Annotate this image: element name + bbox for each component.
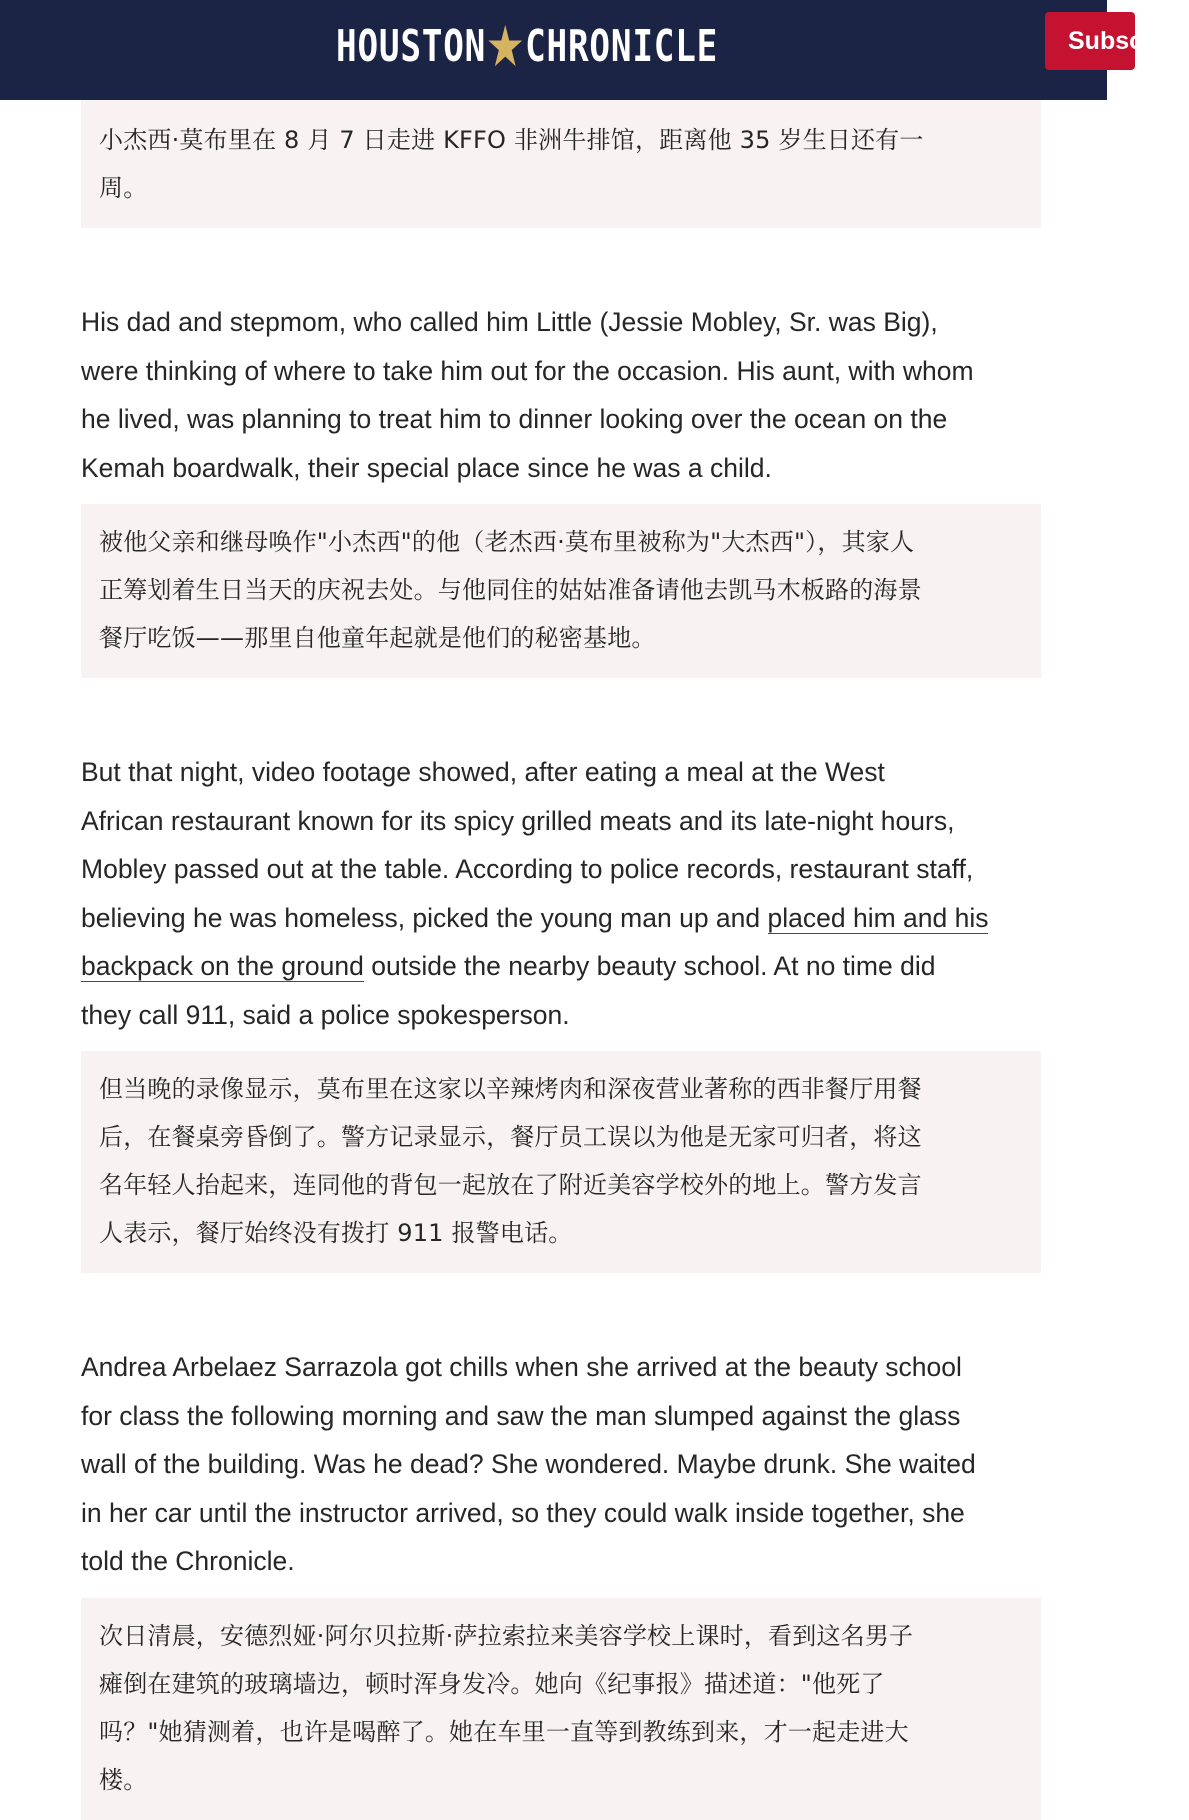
translation-line: 餐厅吃饭——那里自他童年起就是他们的秘密基地。: [99, 624, 656, 652]
paragraph-line: Mobley passed out at the table. According to police records, restaurant staff,: [81, 854, 974, 884]
paragraph-line: Andrea Arbelaez Sarrazola got chills when she arrived at the beauty school: [81, 1352, 962, 1382]
masthead: [0, 0, 1189, 100]
houston-chronicle-logo[interactable]: [336, 17, 718, 75]
star-icon: [488, 23, 524, 69]
translation-block-2: [81, 504, 1041, 678]
paragraph-line: [81, 894, 1041, 943]
translation-line: 但当晚的录像显示，莫布里在这家以辛辣烤肉和深夜营业著称的西非餐厅用餐: [99, 1075, 922, 1103]
paragraph-line: for class the following morning and saw the man slumped against the glass: [81, 1400, 961, 1431]
article-paragraph-2: [81, 298, 1041, 492]
logo-text-chronicle: CHRONICLE: [525, 20, 719, 72]
translation-line: 周。: [99, 174, 148, 202]
paragraph-line: But that night, video footage showed, after eating a meal at the West: [81, 757, 885, 787]
translation-line: 人表示，餐厅始终没有拨打 911 报警电话。: [99, 1219, 573, 1247]
translation-line: 被他父亲和继母唤作"小杰西"的他（老杰西·莫布里被称为"大杰西"），其家人: [99, 528, 915, 556]
article-paragraph-3: [81, 748, 1041, 1039]
paragraph-line: they call 911, said a police spokesperson.: [81, 999, 570, 1030]
paragraph-line: were thinking of where to take him out for the occasion. His aunt, with whom: [81, 355, 974, 386]
translation-block-4: [81, 1598, 1041, 1820]
translation-line: 楼。: [99, 1765, 148, 1794]
translation-line: 瘫倒在建筑的玻璃墙边，顿时浑身发冷。她向《纪事报》描述道："他死了: [99, 1669, 885, 1698]
logo-text-houston: HOUSTON: [336, 20, 487, 72]
translation-line: 正筹划着生日当天的庆祝去处。与他同住的姑姑准备请他去凯马木板路的海景: [99, 576, 922, 604]
paragraph-line: Kemah boardwalk, their special place since he was a child.: [81, 452, 772, 483]
translation-line: 名年轻人抬起来，连同他的背包一起放在了附近美容学校外的地上。警方发言: [99, 1171, 922, 1199]
paragraph-text: believing he was homeless, picked the young man up and: [81, 902, 768, 933]
translation-line: 后，在餐桌旁昏倒了。警方记录显示，餐厅员工误以为他是无家可归者，将这: [99, 1123, 922, 1151]
paragraph-line: wall of the building. Was he dead? She wondered. Maybe drunk. She waited: [81, 1449, 976, 1479]
translation-block-3: [81, 1051, 1041, 1273]
article-paragraph-4: [81, 1343, 1041, 1586]
article-body: [81, 100, 1041, 1820]
subscribe-button[interactable]: Subscribe: [1045, 12, 1135, 70]
paragraph-line: [81, 942, 1041, 991]
paragraph-text: outside the nearby beauty school. At no time did: [363, 951, 936, 981]
translation-line: 吗？"她猜测着，也许是喝醉了。她在车里一直等到教练到来，才一起走进大: [99, 1717, 909, 1746]
translation-line: 小杰西·莫布里在 8 月 7 日走进 KFFO 非洲牛排馆，距离他 35 岁生日还有一: [99, 126, 924, 154]
paragraph-line: in her car until the instructor arrived, so they could walk inside together, she: [81, 1497, 965, 1528]
paragraph-line: African restaurant known for its spicy grilled meats and its late-night hours,: [81, 805, 955, 836]
article-link[interactable]: placed him and his: [767, 902, 989, 933]
paragraph-line: he lived, was planning to treat him to dinner looking over the ocean on the: [81, 404, 948, 434]
translation-block-1: [81, 100, 1041, 228]
paragraph-line: told the Chronicle.: [81, 1546, 295, 1576]
paragraph-line: His dad and stepmom, who called him Little (Jessie Mobley, Sr. was Big),: [81, 307, 938, 337]
translation-line: 次日清晨，安德烈娅·阿尔贝拉斯·萨拉索拉来美容学校上课时，看到这名男子: [99, 1621, 914, 1650]
article-link[interactable]: backpack on the ground: [81, 951, 364, 981]
